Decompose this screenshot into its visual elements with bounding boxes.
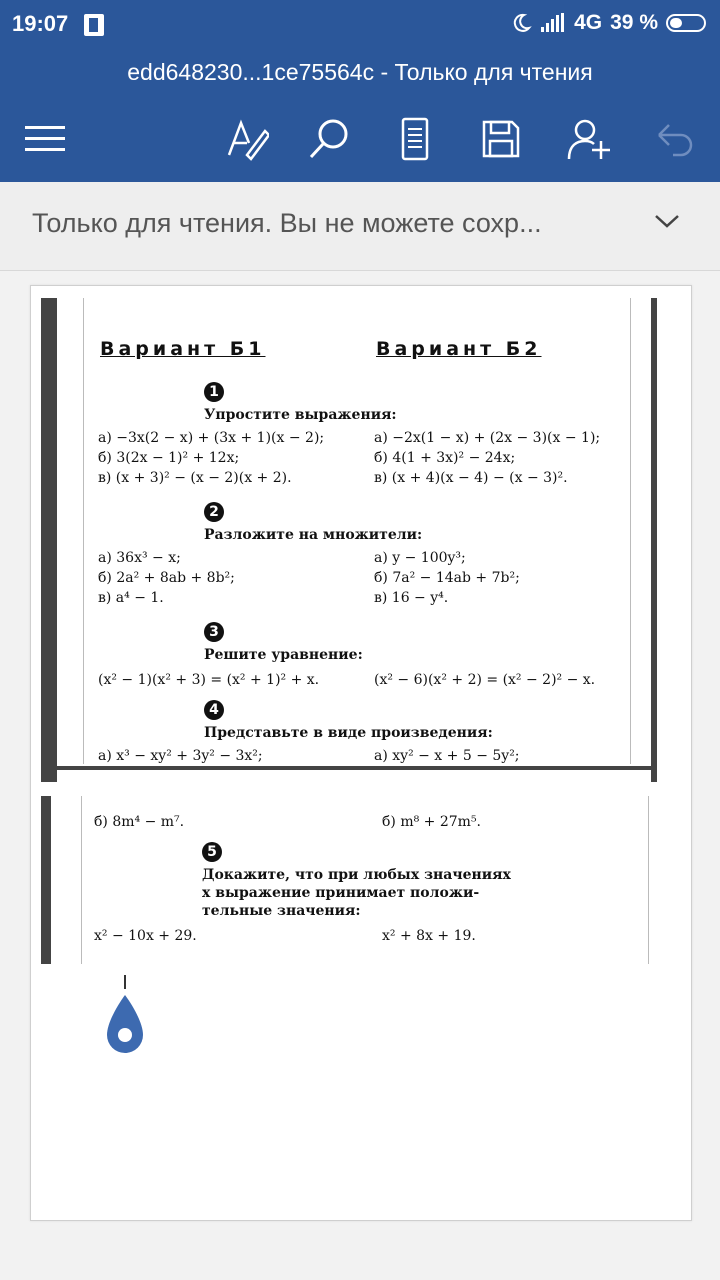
expression: а) xy² − x + 5 − 5y²; bbox=[374, 748, 520, 764]
undo-icon[interactable] bbox=[648, 112, 702, 166]
expression: x² − 10x + 29. bbox=[94, 928, 197, 944]
expression: в) a⁴ − 1. bbox=[98, 590, 164, 606]
document-viewport[interactable] bbox=[0, 271, 720, 1280]
network-type: 4G bbox=[574, 11, 603, 34]
moon-icon bbox=[510, 12, 532, 34]
scan-border bbox=[55, 766, 657, 770]
task-title-line: Докажите, что при любых значениях bbox=[202, 867, 511, 883]
expression: б) 8m⁴ − m⁷. bbox=[94, 814, 185, 830]
expression: б) 2a² + 8ab + 8b²; bbox=[98, 570, 235, 586]
menu-icon[interactable] bbox=[18, 112, 72, 166]
section-number: 1 bbox=[204, 382, 224, 402]
expression: (x² − 6)(x² + 2) = (x² − 2)² − x. bbox=[374, 672, 596, 688]
share-person-icon[interactable] bbox=[562, 112, 616, 166]
expression: б) 7a² − 14ab + 7b²; bbox=[374, 570, 520, 586]
chevron-down-icon[interactable] bbox=[654, 212, 680, 230]
task-title: Разложите на множители: bbox=[204, 527, 423, 543]
mobile-view-icon[interactable] bbox=[388, 112, 442, 166]
format-pen-icon[interactable] bbox=[220, 112, 274, 166]
scan-border bbox=[651, 298, 657, 782]
section-number: 5 bbox=[202, 842, 222, 862]
expression: в) (x + 3)² − (x − 2)(x + 2). bbox=[98, 470, 292, 486]
expression: в) 16 − y⁴. bbox=[374, 590, 449, 606]
expression: а) −2x(1 − x) + (2x − 3)(x − 1); bbox=[374, 430, 601, 446]
variant-heading-2: Вариант Б2 bbox=[376, 338, 542, 360]
task-title-line: x выражение принимает положи- bbox=[202, 885, 480, 901]
expression: б) 4(1 + 3x)² − 24x; bbox=[374, 450, 516, 466]
task-title: Решите уравнение: bbox=[204, 647, 363, 663]
expression: x² + 8x + 19. bbox=[382, 928, 476, 944]
cursor-handle-icon[interactable] bbox=[104, 993, 146, 1057]
scan-image-1 bbox=[83, 298, 631, 764]
expression: б) m⁸ + 27m⁵. bbox=[382, 814, 482, 830]
scan-border bbox=[41, 298, 57, 782]
text-cursor bbox=[124, 975, 126, 989]
expression: а) −3x(2 − x) + (3x + 1)(x − 2); bbox=[98, 430, 325, 446]
expression: в) (x + 4)(x − 4) − (x − 3)². bbox=[374, 470, 568, 486]
read-only-banner[interactable] bbox=[0, 182, 720, 271]
expression: а) x³ − xy² + 3y² − 3x²; bbox=[98, 748, 263, 764]
status-right bbox=[510, 11, 706, 35]
toolbar bbox=[0, 98, 720, 182]
battery-icon bbox=[666, 14, 706, 32]
variant-heading-1: Вариант Б1 bbox=[100, 338, 266, 360]
section-number: 2 bbox=[204, 502, 224, 522]
scan-border bbox=[41, 796, 51, 964]
section-number: 3 bbox=[204, 622, 224, 642]
scan-image-2 bbox=[81, 796, 649, 964]
expression: б) 3(2x − 1)² + 12x; bbox=[98, 450, 240, 466]
document-title: edd648230...1ce75564c - Только для чтения bbox=[0, 50, 720, 98]
section-number: 4 bbox=[204, 700, 224, 720]
search-icon[interactable] bbox=[302, 112, 356, 166]
save-icon[interactable] bbox=[474, 112, 528, 166]
signal-icon bbox=[540, 13, 566, 33]
status-bar bbox=[0, 0, 720, 50]
task-title: Представьте в виде произведения: bbox=[204, 725, 493, 741]
task-title-line: тельные значения: bbox=[202, 903, 361, 919]
task-title: Упростите выражения: bbox=[204, 407, 397, 423]
document-page bbox=[30, 285, 692, 1221]
expression: а) 36x³ − x; bbox=[98, 550, 181, 566]
expression: (x² − 1)(x² + 3) = (x² + 1)² + x. bbox=[98, 672, 320, 688]
book-app-icon bbox=[84, 14, 104, 36]
status-time: 19:07 bbox=[12, 11, 69, 36]
battery-percent: 39 % bbox=[610, 11, 658, 34]
expression: а) y − 100y³; bbox=[374, 550, 466, 566]
banner-text: Только для чтения. Вы не можете сохр... bbox=[32, 208, 542, 238]
